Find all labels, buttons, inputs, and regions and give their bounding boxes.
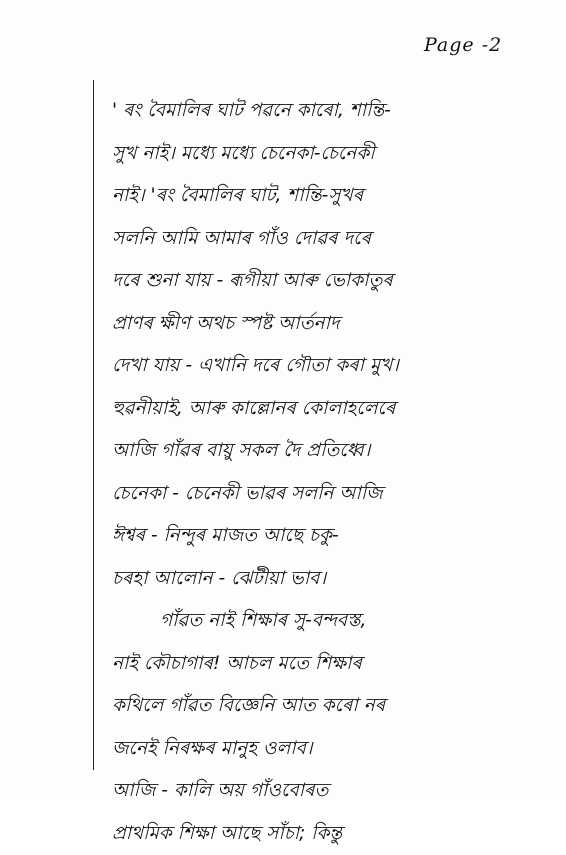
text-line: আজি - কালি অয় গাঁওবোৰত — [112, 770, 542, 813]
text-line: সুখ নাই। মধ্যে মধ্যে চেনেকা-চেনেকী — [112, 133, 542, 176]
text-line: সলনি আমি আমাৰ গাঁও দোৱৰ দৰে — [112, 218, 542, 261]
text-line: ' ৰং বৈমালিৰ ঘাট পৱনে কাৰো, শান্তি- — [112, 90, 542, 133]
text-line: চৰহা আলোন - ঝেটীয়া ভাব। — [112, 558, 542, 601]
text-line: জনেই নিৰক্ষৰ মানুহ ওলাব। — [112, 728, 542, 771]
text-line: প্ৰাণৰ ক্ষীণ অথচ স্পষ্ট আৰ্তনাদ — [112, 303, 542, 346]
text-line: আজি গাঁৱৰ বায়ু সকল দৈ প্ৰতিধ্বে। — [112, 430, 542, 473]
text-line: নাই কৌচাগাৰ! আচল মতে শিক্ষাৰ — [112, 643, 542, 686]
text-line: গাঁৱত নাই শিক্ষাৰ সু-বন্দবস্ত, — [112, 600, 542, 643]
text-line: দৰে শুনা যায় - ৰূগীয়া আৰু ভোকাতুৰ — [112, 260, 542, 303]
text-line: হুৱনীয়াই, আৰু কাল্লোনৰ কোলাহলেৰে — [112, 388, 542, 431]
handwritten-body — [112, 90, 542, 855]
text-line: নাই। 'ৰং বৈমালিৰ ঘাট, শান্তি-সুখৰ — [112, 175, 542, 218]
text-line: কথিলে গাঁৱত বিজ্ঞেনি আত কৰো নৰ — [112, 685, 542, 728]
margin-line — [93, 80, 94, 770]
text-line: প্ৰাথমিক শিক্ষা আছে সাঁচা; কিন্তু — [112, 813, 542, 855]
text-line: ঈশ্বৰ - নিন্দুৰ মাজত আছে চকু- — [112, 515, 542, 558]
text-line: চেনেকা - চেনেকী ভাৱৰ সলনি আজি — [112, 473, 542, 516]
page-number: Page -2 — [424, 34, 502, 56]
text-line: দেখা যায় - এখানি দৰে গৌতা কৰা মুখ। — [112, 345, 542, 388]
